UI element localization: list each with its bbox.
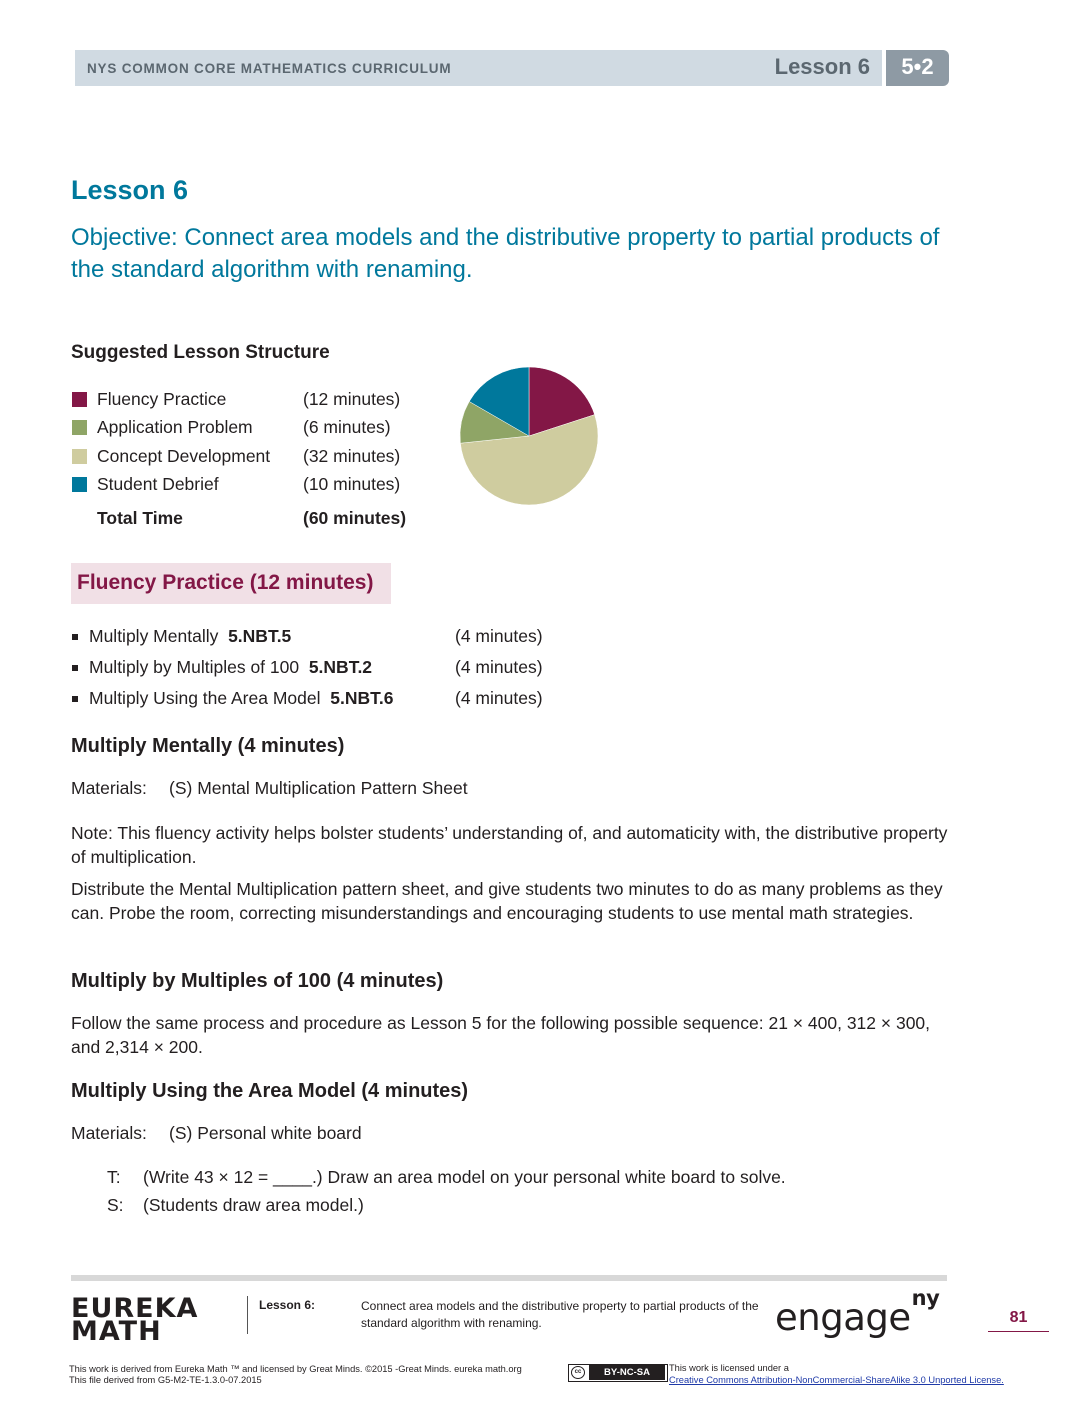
area-model-heading: Multiply Using the Area Model (4 minutes) <box>71 1080 469 1102</box>
footer-license <box>669 1362 1004 1386</box>
fluency-heading: Fluency Practice (12 minutes) <box>77 571 374 594</box>
logo-line-1: EUREKA <box>71 1293 199 1324</box>
structure-item-name: Concept Development <box>97 446 271 466</box>
structure-item-time: (6 minutes) <box>303 417 391 437</box>
lesson-structure-pie-chart <box>458 365 600 507</box>
page-number-underline <box>988 1331 1049 1332</box>
cc-icon: cc <box>571 1366 585 1379</box>
footer-derived-notice <box>69 1364 522 1386</box>
dialogue-text: (Students draw area model.) <box>143 1195 364 1215</box>
bullet-square-icon <box>72 665 78 671</box>
activity-title: Multiply Using the Area Model <box>89 688 331 708</box>
curriculum-label: NYS COMMON CORE MATHEMATICS CURRICULUM <box>87 61 452 76</box>
structure-item-time: (32 minutes) <box>303 446 401 466</box>
engageny-logo <box>775 1285 940 1339</box>
fluency-heading-box <box>71 563 391 604</box>
multiples-heading: Multiply by Multiples of 100 (4 minutes) <box>71 970 444 992</box>
footer-description: Connect area models and the distributive property to partial products of the standard algorithm with renaming. <box>361 1299 759 1330</box>
multiples-instructions: Follow the same process and procedure as Lesson 5 for the following possible sequence: 21 × 400, 312 × 300, and 2,314 × 200. <box>71 1013 931 1057</box>
activity-standard: 5.NBT.6 <box>330 688 394 708</box>
license-link[interactable]: Creative Commons Attribution-NonCommercial-ShareAlike 3.0 Unported License. <box>669 1375 1004 1385</box>
materials-text: (S) Mental Multiplication Pattern Sheet <box>169 778 468 798</box>
lesson-objective: Objective: Connect area models and the distributive property to partial products of the standard algorithm with renaming. <box>71 224 940 283</box>
license-text: This work is licensed under a <box>669 1363 789 1373</box>
materials-label: Materials: <box>71 778 147 798</box>
total-time-label: Total Time <box>97 508 183 528</box>
dialogue-line <box>107 1195 364 1216</box>
legend-swatch <box>72 392 87 407</box>
footer-divider <box>71 1275 947 1281</box>
page-header <box>75 50 949 86</box>
legend-swatch <box>72 420 87 435</box>
multiply-mentally-materials <box>71 777 949 801</box>
creative-commons-badge[interactable] <box>568 1364 668 1382</box>
dialogue-speaker: T: <box>107 1167 121 1187</box>
area-model-materials <box>71 1122 949 1146</box>
lesson-title: Lesson 6 <box>71 175 189 205</box>
header-lesson-label: Lesson 6 <box>774 54 870 79</box>
multiply-mentally-instructions: Distribute the Mental Multiplication pattern sheet, and give students two minutes to do as many problems as they can. Probe the room, correcting misunderstandings and encouraging students to use mental math strategies. <box>71 879 943 923</box>
total-time-value: (60 minutes) <box>303 508 407 528</box>
derived-line-1: This work is derived from Eureka Math ™ and licensed by Great Minds. ©2015 -Great Minds. eureka math.org <box>69 1364 522 1374</box>
dialogue-speaker: S: <box>107 1195 124 1215</box>
activity-standard: 5.NBT.2 <box>308 657 373 677</box>
engage-text: engage <box>775 1296 911 1339</box>
activity-name <box>89 688 393 709</box>
legend-swatch <box>72 477 87 492</box>
activity-time: (4 minutes) <box>455 626 543 646</box>
bullet-square-icon <box>72 634 78 640</box>
module-badge <box>886 50 949 86</box>
structure-item-name: Application Problem <box>97 417 253 437</box>
dialogue-text: (Write 43 × 12 = ____.) Draw an area model on your personal white board to solve. <box>143 1167 786 1187</box>
cc-badge-text: BY-NC-SA <box>589 1365 665 1380</box>
activity-name <box>89 626 291 647</box>
structure-item-name: Fluency Practice <box>97 389 227 409</box>
page-number: 81 <box>1009 1309 1028 1326</box>
activity-title: Multiply Mentally <box>89 626 229 646</box>
derived-line-2: This file derived from G5-M2-TE-1.3.0-07.2015 <box>69 1375 262 1385</box>
activity-time: (4 minutes) <box>455 688 543 708</box>
engage-ny-text: ny <box>911 1285 940 1310</box>
structure-item-time: (10 minutes) <box>303 474 401 494</box>
bullet-square-icon <box>72 696 78 702</box>
footer-separator <box>247 1296 248 1334</box>
activity-title: Multiply by Multiples of 100 <box>89 657 309 677</box>
multiply-mentally-note: Note: This fluency activity helps bolster students’ understanding of, and automaticity with, the distributive property of multiplication. <box>71 823 948 867</box>
module-label: 5•2 <box>901 54 934 79</box>
footer-lesson-label: Lesson 6: <box>259 1298 316 1312</box>
logo-line-2: MATH <box>71 1316 162 1347</box>
structure-heading: Suggested Lesson Structure <box>71 342 330 363</box>
header-bar <box>75 50 882 86</box>
activity-time: (4 minutes) <box>455 657 543 677</box>
activity-standard: 5.NBT.5 <box>228 626 292 646</box>
multiply-mentally-heading: Multiply Mentally (4 minutes) <box>71 735 345 757</box>
materials-text: (S) Personal white board <box>169 1123 362 1143</box>
legend-swatch <box>72 449 87 464</box>
dialogue-line <box>107 1167 786 1188</box>
structure-item-name: Student Debrief <box>97 474 219 494</box>
activity-name <box>89 657 372 678</box>
materials-label: Materials: <box>71 1123 147 1143</box>
structure-item-time: (12 minutes) <box>303 389 401 409</box>
eureka-math-logo <box>71 1293 199 1347</box>
